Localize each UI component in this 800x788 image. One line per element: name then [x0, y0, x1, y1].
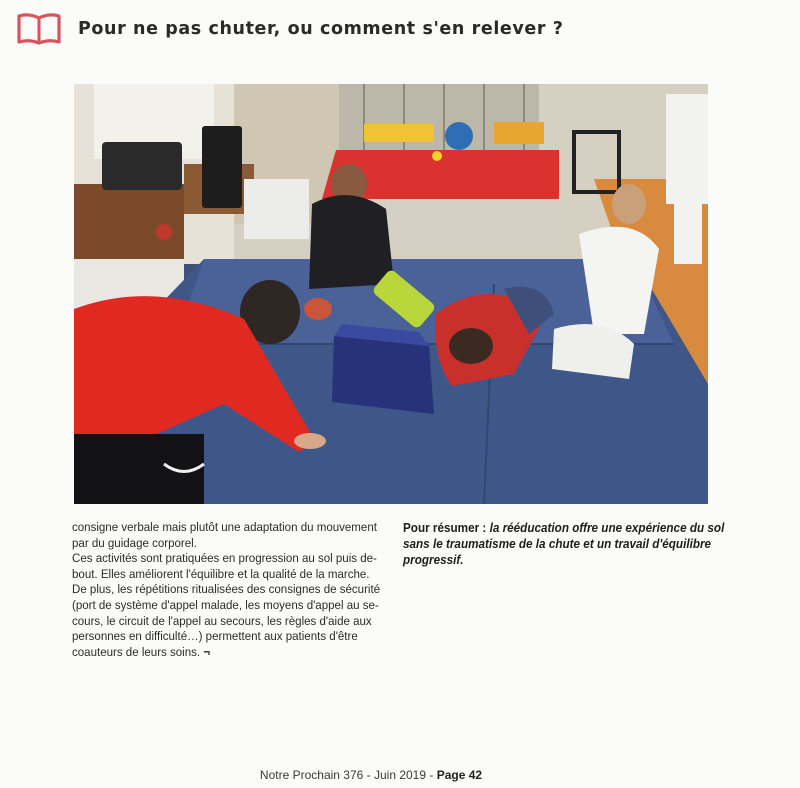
text-line: personnes en difficulté…) permettent aux patients d'être	[72, 629, 358, 644]
article-end-mark: ¬	[203, 644, 211, 659]
text-line: bout. Elles améliorent l'équilibre et la qualité de la marche.	[72, 566, 370, 581]
summary-line: progressif.	[403, 553, 464, 567]
text-line-last	[72, 645, 362, 661]
text-line: Ces activités sont pratiquées en progression au sol puis de-	[72, 551, 377, 566]
text-line: De plus, les répétitions ritualisées des consignes de sécurité	[72, 582, 381, 597]
page-title: Pour ne pas chuter, ou comment s'en relever ?	[78, 19, 564, 39]
text-line: coauteurs de leurs soins.	[72, 644, 201, 659]
body-text-left	[72, 520, 381, 660]
summary-text	[403, 520, 725, 568]
open-book-icon	[16, 12, 62, 46]
text-line: consigne verbale mais plutôt une adaptation du mouvement	[72, 520, 377, 534]
text-line: cours, le circuit de l'appel au secours, les règles d'aide aux	[72, 613, 372, 628]
summary-line: sans le traumatisme de la chute et un travail d'équilibre	[403, 537, 712, 551]
summary-lead: Pour résumer :	[403, 521, 487, 535]
summary-line: la rééducation offre une expérience du sol	[489, 521, 725, 535]
text-line: (port de système d'appel malade, les moyens d'appel au se-	[72, 597, 379, 612]
footer-publication: Notre Prochain 376 - Juin 2019 -	[259, 768, 434, 782]
text-line: par du guidage corporel.	[72, 535, 197, 550]
page-number: Page 42	[436, 768, 483, 782]
page-footer	[0, 768, 771, 782]
rehabilitation-photo	[74, 84, 708, 504]
page-header	[0, 0, 800, 64]
summary-line-first	[403, 520, 725, 536]
